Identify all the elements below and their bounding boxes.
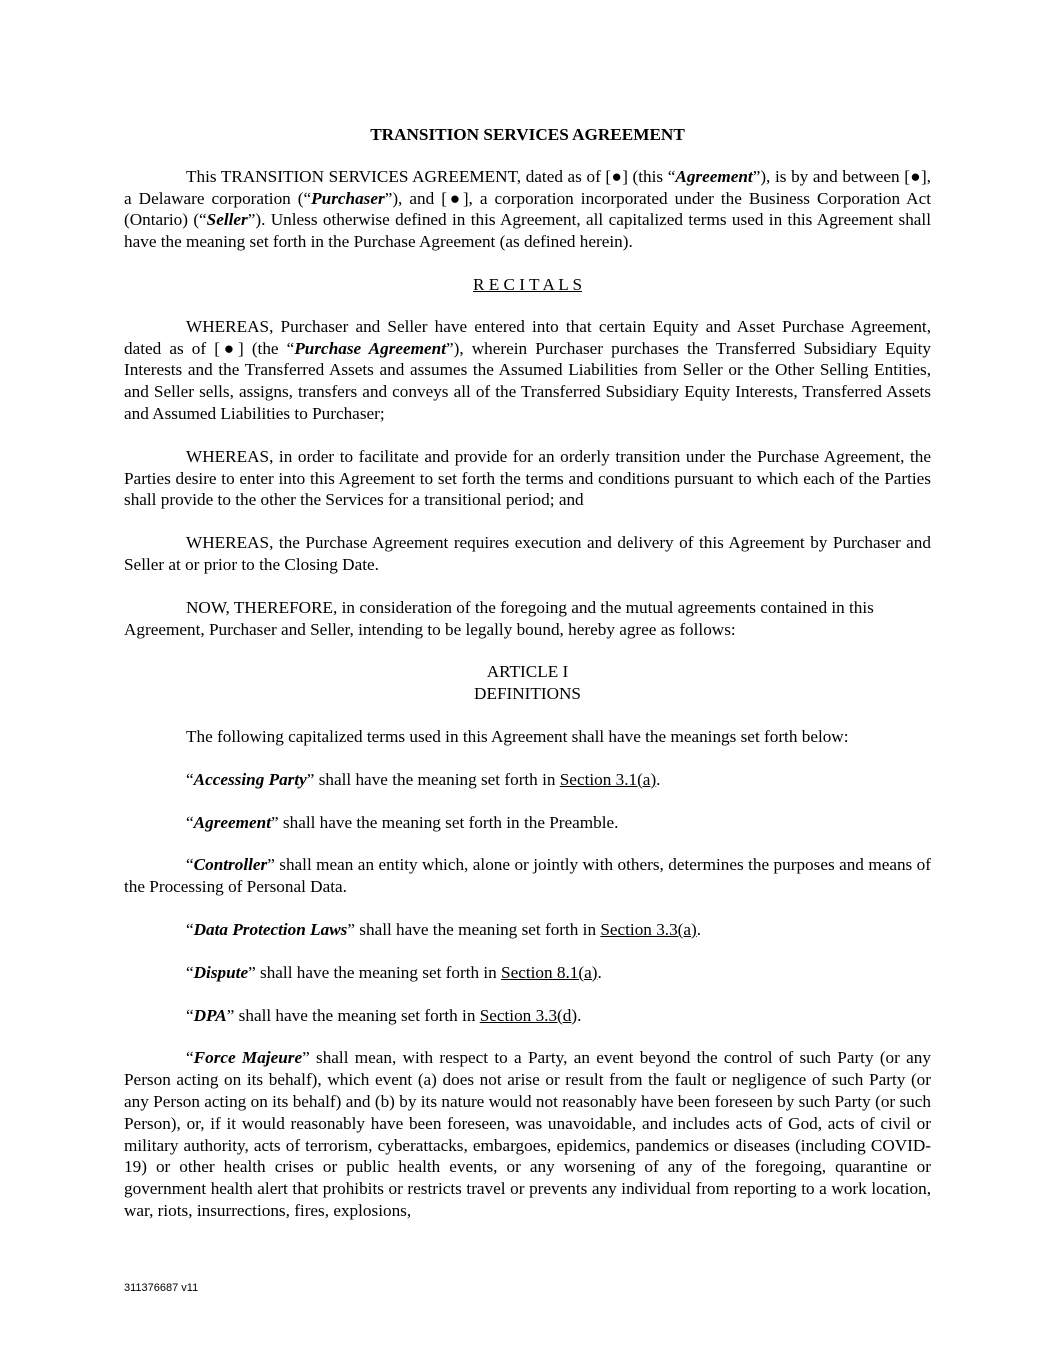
definition-term: DPA — [193, 1005, 227, 1025]
definition-term: Dispute — [193, 962, 249, 982]
article-name: DEFINITIONS — [474, 684, 581, 704]
definition-term: Agreement — [193, 812, 271, 832]
article-heading — [124, 661, 931, 705]
document-page — [124, 124, 931, 1243]
defined-term-purchase-agreement: Purchase Agreement — [294, 338, 446, 358]
recitals-heading-text: R E C I T A L S — [472, 274, 583, 294]
section-reference-link[interactable]: Section 3.3(d) — [479, 1005, 578, 1025]
recitals-heading — [124, 274, 931, 296]
definition-text: ” shall have the meaning set forth in the Preamble. — [270, 812, 619, 832]
open-quote: “ — [186, 812, 194, 832]
recital1-text-2: ”), wherein Purchaser purchases the Transferred Subsidiary Equity Interests and the Transferred Assets and assumes the Assumed Liabilities from Seller or the Other Selling Entities, and Seller sells, assigns, transfers and conveys all of the Transferred Subsidiary Equity Interests, Transferred Assets and Assumed Liabilities to Purchaser; — [124, 338, 931, 423]
preamble-text-3: ”), and [●], a corporation incorporated under the Business Corporation Act (Ontario) (“ — [124, 188, 931, 230]
definition-data-protection-laws — [124, 919, 931, 941]
definition-term: Accessing Party — [193, 769, 307, 789]
definition-text: ” shall mean, with respect to a Party, an event beyond the control of such Party (or any Person acting on its behalf), which event (a) does not arise or result from the fault or negligence of such Party (or any Person acting on its behalf) and (b) by its nature would not reasonably have been foreseen by such Party (or such Person), or, if it would reasonably have been foreseen, was unavoidable, and includes acts of God, acts of civil or military authority, acts of terrorism, cyberattacks, embargoes, epidemics, pandemics or diseases (including COVID-19) or other health crises or public health events, or any worsening of any of the foregoing, quarantine or government health alert that prohibits or restricts travel or prevents any individual from reporting to a work location, war, riots, insurrections, fires, explosions, — [124, 1048, 931, 1220]
recital-paragraph-1 — [124, 316, 931, 425]
open-quote: “ — [186, 919, 194, 939]
open-quote: “ — [186, 1048, 194, 1068]
definition-text: ” shall have the meaning set forth in — [347, 919, 601, 939]
open-quote: “ — [186, 769, 194, 789]
definition-end: . — [696, 919, 702, 939]
defined-term-agreement: Agreement — [675, 166, 753, 186]
now-therefore-paragraph: NOW, THEREFORE, in consideration of the foregoing and the mutual agreements contained in this Agreement, Purchaser and Seller, intending to be legally bound, hereby agree as follows: — [124, 597, 874, 639]
definition-term: Data Protection Laws — [193, 919, 348, 939]
section-reference-link[interactable]: Section 3.1(a) — [559, 769, 657, 789]
recital-paragraph-2: WHEREAS, in order to facilitate and provide for an orderly transition under the Purchase Agreement, the Parties desire to enter into this Agreement to set forth the terms and conditions pursuant to which each of the Parties shall provide to the other the Services for a transitional period; and — [124, 446, 931, 510]
definition-text: ” shall mean an entity which, alone or jointly with others, determines the purposes and means of the Processing of Personal Data. — [124, 855, 931, 897]
recital-paragraph-3: WHEREAS, the Purchase Agreement requires execution and delivery of this Agreement by Purchaser and Seller at or prior to the Closing Date. — [124, 533, 931, 574]
preamble-paragraph — [124, 166, 931, 253]
preamble-text-4: ”). Unless otherwise defined in this Agreement, all capitalized terms used in this Agreement shall have the meaning set forth in the Purchase Agreement (as defined herein). — [124, 210, 931, 252]
definition-text: ” shall have the meaning set forth in — [306, 769, 560, 789]
definition-force-majeure — [124, 1047, 931, 1221]
definition-end: . — [577, 1005, 582, 1025]
section-reference-link[interactable]: Section 8.1(a) — [501, 962, 598, 982]
open-quote: “ — [186, 962, 194, 982]
definition-end: . — [597, 962, 602, 982]
definition-text: ” shall have the meaning set forth in — [248, 962, 502, 982]
definition-controller — [124, 854, 931, 898]
defined-term-purchaser: Purchaser — [311, 188, 385, 208]
section-reference-link[interactable]: Section 3.3(a) — [600, 919, 697, 939]
open-quote: “ — [186, 1005, 194, 1025]
document-id-footer: 311376687 v11 — [124, 1282, 199, 1294]
definition-end: . — [656, 769, 661, 789]
document-title: TRANSITION SERVICES AGREEMENT — [370, 125, 685, 144]
definition-accessing-party — [124, 769, 931, 791]
definition-text: ” shall have the meaning set forth in — [226, 1005, 480, 1025]
definition-term: Force Majeure — [193, 1048, 303, 1068]
open-quote: “ — [186, 855, 194, 875]
definition-term: Controller — [193, 855, 268, 875]
recital1-text-1: WHEREAS, Purchaser and Seller have entered into that certain Equity and Asset Purchase Agreement, dated as of [●] (the “ — [124, 316, 931, 358]
definition-dispute — [124, 962, 931, 984]
article-number: ARTICLE I — [486, 662, 569, 682]
defined-term-seller: Seller — [206, 210, 248, 230]
preamble-text-1: This TRANSITION SERVICES AGREEMENT, dated as of [●] (this “ — [186, 166, 676, 186]
definition-dpa — [124, 1005, 931, 1027]
preamble-text-2: ”), is by and between [●], a Delaware corporation (“ — [124, 166, 931, 208]
definitions-intro: The following capitalized terms used in this Agreement shall have the meanings set forth below: — [186, 726, 849, 746]
definition-agreement — [124, 812, 931, 834]
